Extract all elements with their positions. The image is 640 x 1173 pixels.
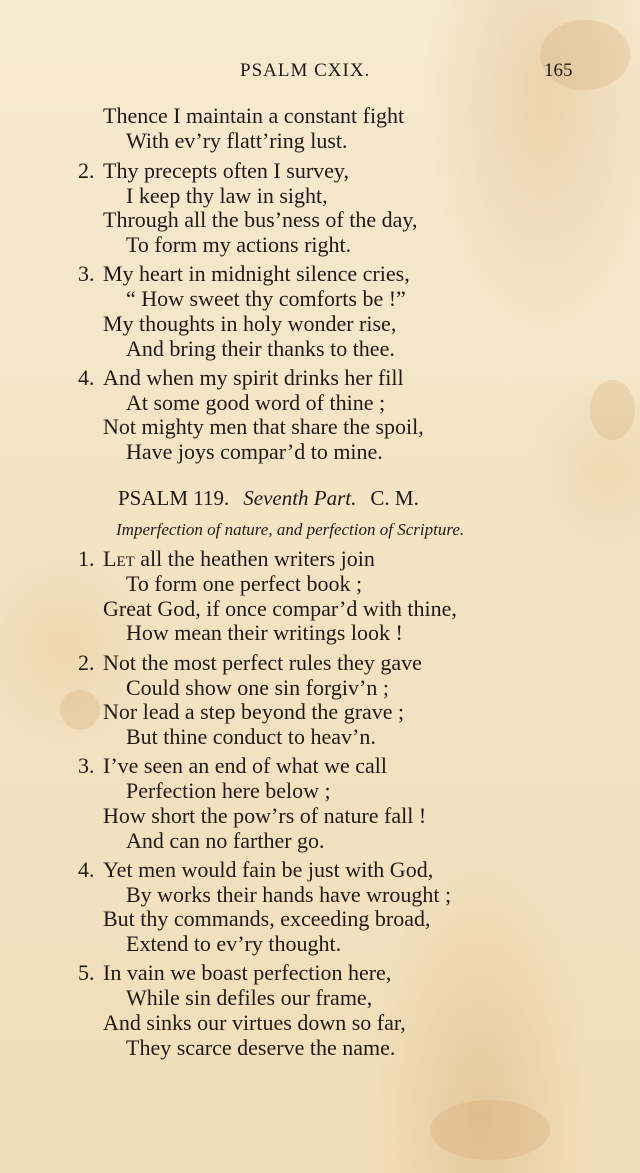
initial-word: Let: [103, 546, 135, 571]
verse-line: In vain we boast perfection here,: [103, 960, 392, 985]
verse-line: While sin defiles our frame,: [126, 985, 373, 1010]
verse-number: 1.: [78, 546, 95, 571]
verse-number: 3.: [78, 753, 95, 778]
verse-line: Yet men would fain be just with God,: [103, 857, 434, 882]
verse-line: And sinks our virtues down so far,: [103, 1010, 406, 1035]
verse-line: To form one perfect book ;: [126, 571, 363, 596]
verse-line: But thine conduct to heav’n.: [126, 724, 376, 749]
verse-line: Through all the bus’ness of the day,: [103, 207, 418, 232]
verse-line: Have joys compar’d to mine.: [126, 439, 383, 464]
verse-line: [103, 546, 375, 571]
verse-line: My heart in midnight silence cries,: [103, 261, 410, 286]
verse-line: And bring their thanks to thee.: [126, 336, 395, 361]
running-title: PSALM CXIX.: [240, 60, 371, 81]
verse-number: 5.: [78, 960, 95, 985]
verse-line: But thy commands, exceeding broad,: [103, 906, 431, 931]
verse-line: I keep thy law in sight,: [126, 183, 328, 208]
page-number: 165: [544, 60, 573, 81]
verse-line: How mean their writings look !: [126, 620, 403, 645]
verse-line: At some good word of thine ;: [126, 390, 386, 415]
verse-line: And can no farther go.: [126, 828, 325, 853]
verse-line: Great God, if once compar’d with thine,: [103, 596, 457, 621]
verse-line: Thy precepts often I survey,: [103, 158, 349, 183]
verse-line: Perfection here below ;: [126, 778, 331, 803]
verse-number: 2.: [78, 650, 95, 675]
verse-line: I’ve seen an end of what we call: [103, 753, 388, 778]
verse-line: Could show one sin forgiv’n ;: [126, 675, 389, 700]
verse-line: With ev’ry flatt’ring lust.: [126, 128, 348, 153]
psalm-title: PSALM 119.: [118, 486, 230, 510]
verse-line: Not the most perfect rules they gave: [103, 650, 422, 675]
verse-line: They scarce deserve the name.: [126, 1035, 396, 1060]
part-label: Seventh Part.: [243, 486, 357, 510]
meter-label: C. M.: [370, 486, 419, 510]
verse-line: Not mighty men that share the spoil,: [103, 414, 424, 439]
verse-line: Nor lead a step beyond the grave ;: [103, 699, 405, 724]
section-subtitle: Imperfection of nature, and perfection of Scripture.: [116, 520, 465, 539]
paper-stain: [60, 690, 100, 730]
verse-line: And when my spirit drinks her fill: [103, 365, 404, 390]
verse-line: Thence I maintain a constant fight: [103, 103, 405, 128]
verse-line: By works their hands have wrought ;: [126, 882, 452, 907]
section-heading: [118, 486, 419, 511]
paper-stain: [590, 380, 635, 440]
verse-line: My thoughts in holy wonder rise,: [103, 311, 397, 336]
verse-number: 3.: [78, 261, 95, 286]
paper-stain: [430, 1100, 550, 1160]
verse-line: How short the pow’rs of nature fall !: [103, 803, 427, 828]
page-header: [0, 60, 640, 88]
verse-number: 4.: [78, 857, 95, 882]
verse-line-rest: all the heathen writers join: [134, 546, 375, 571]
verse-line: Extend to ev’ry thought.: [126, 931, 342, 956]
verse-line: “ How sweet thy comforts be !”: [126, 286, 406, 311]
verse-line: To form my actions right.: [126, 232, 352, 257]
verse-number: 4.: [78, 365, 95, 390]
verse-number: 2.: [78, 158, 95, 183]
